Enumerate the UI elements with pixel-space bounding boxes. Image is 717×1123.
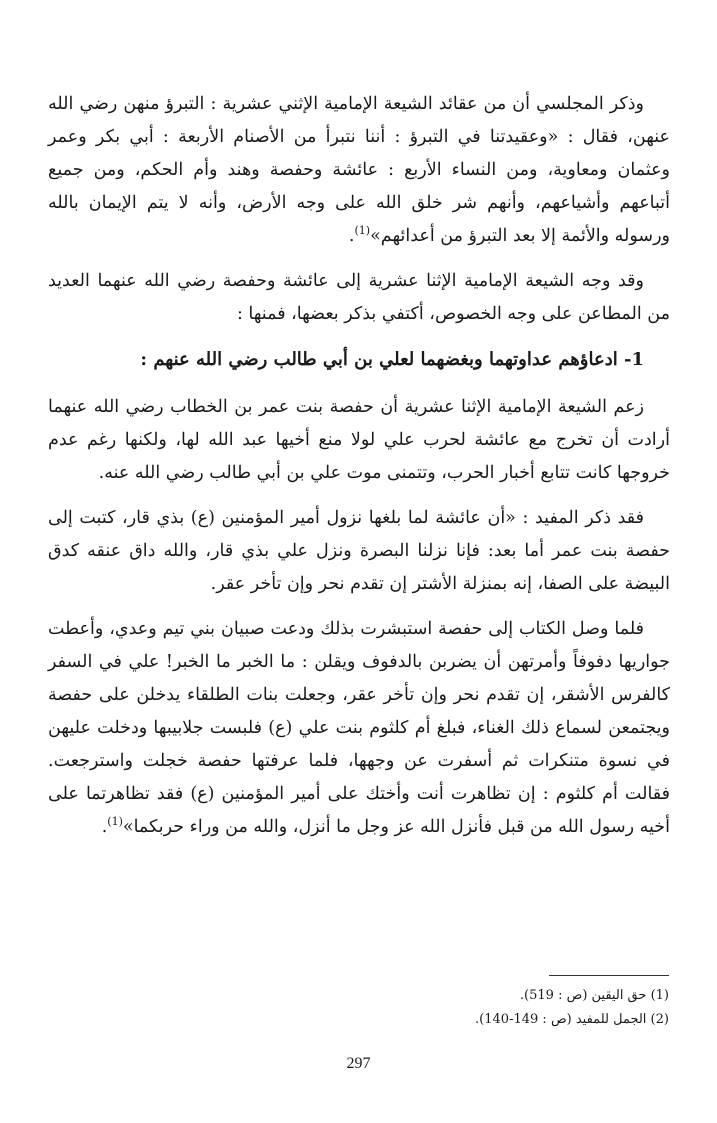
paragraph-4: فقد ذكر المفيد : «أن عائشة لما بلغها نزول أمير المؤمنين (ع) بذي قار، كتبت إلى حفصة بنت عمر أما بعد: فإنا نزلنا البصرة ونزل علي بذي قار، والله داق عنقه كدق البيضة على الصفا، إنه بمنزلة الأشتر إن تقدم نحر وإن تأخر عقر. — [48, 508, 670, 594]
paragraph-2: وقد وجه الشيعة الإمامية الإثنا عشرية إلى عائشة وحفصة رضي الله عنهما العديد من المطاعن على وجه الخصوص، أكتفي بذكر بعضها، فمنها : — [48, 271, 670, 324]
page-body — [48, 88, 670, 856]
paragraph-5-text: فلما وصل الكتاب إلى حفصة استبشرت بذلك ودعت صبيان بني تيم وعدي، وأعطت جواريها دفوفاً وأمرتهن أن يضربن بالدفوف ويقلن : ما الخبر ما الخبر! علي في السفر كالفرس الأشقر، إن تقدم نحر وإن تأخر عقر، وجعلت بنات الطلقاء يدخلن على حفصة ويجتمعن لسماع ذلك الغناء، فبلغ أم كلثوم بنت علي (ع) فلبست جلابيبها ودخلت عليهن في نسوة متنكرات ثم أسفرت عن وجهها، فلما عرفتها حفصة خجلت واسترجعت. فقالت أم كلثوم : إن تظاهرت أنت وأختك على أمير المؤمنين (ع) فقد تظاهرتما على أخيه رسول الله من قبل فأنزل الله عز وجل ما أنزل، والله من وراء حربكما» — [48, 619, 670, 837]
footnote-divider — [549, 975, 669, 976]
paragraph-1-text: وذكر المجلسي أن من عقائد الشيعة الإمامية الإثني عشرية : التبرؤ منهن رضي الله عنهن، فقال : «وعقيدتنا في التبرؤ : أننا نتبرأ من الأصنام الأربعة : أبي بكر وعمر وعثمان ومعاوية، ومن النساء الأربع : عائشة وحفصة وهند وأم الحكم، ومن جميع أتباعهم وأشياعهم، وأنهم شر خلق الله على وجه الأرض، وأنه لا يتم الإيمان بالله ورسوله والأئمة إلا بعد التبرؤ من أعدائهم» — [48, 94, 670, 246]
paragraph-5 — [48, 613, 670, 844]
paragraph-1 — [48, 88, 670, 253]
footnote-1: (1) حق اليقين (ص : 519). — [519, 988, 669, 1003]
page-number: 297 — [346, 1055, 371, 1072]
section-heading: 1- ادعاؤهم عداوتهما وبغضهما لعلي بن أبي طالب رضي الله عنهم : — [140, 349, 644, 370]
footnote-ref-1: (1) — [354, 224, 371, 238]
paragraph-1-end: . — [348, 226, 355, 246]
footnotes — [47, 975, 669, 1032]
paragraph-5-end: . — [101, 817, 108, 837]
footnote-2: (2) الجمل للمفيد (ص : 149-140). — [475, 1012, 669, 1027]
paragraph-3: زعم الشيعة الإمامية الإثنا عشرية أن حفصة بنت عمر بن الخطاب رضي الله عنهما أرادت أن تخرج مع عائشة لحرب علي لولا منع أخيها عبد الله لها، ولكنها رغم عدم خروجها كانت تتابع أخبار الحرب، وتتمنى موت علي بن أبي طالب رضي الله عنه. — [48, 397, 670, 483]
footnote-ref-2: (1) — [107, 815, 123, 829]
